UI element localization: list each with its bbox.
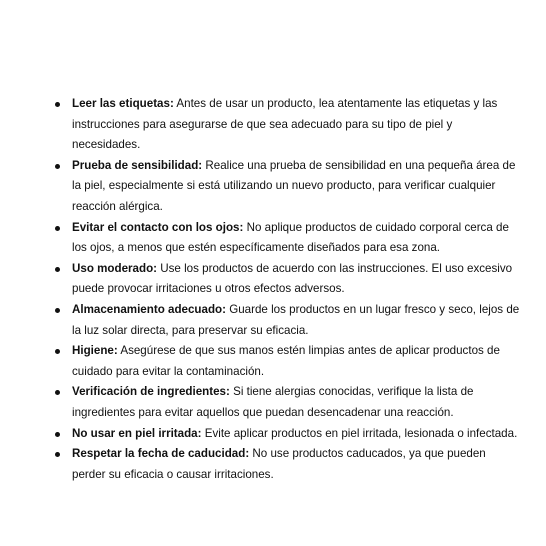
item-text: Evite aplicar productos en piel irritada, lesionada o infectada. xyxy=(201,426,518,440)
list-item xyxy=(52,300,522,341)
list-item xyxy=(52,94,522,156)
item-term: Almacenamiento adecuado: xyxy=(72,302,226,316)
item-term: Verificación de ingredientes: xyxy=(72,385,230,399)
bullet-icon xyxy=(55,164,60,169)
bullet-list xyxy=(52,94,522,485)
item-term: No usar en piel irritada: xyxy=(72,426,202,440)
item-text: Antes de usar un producto, lea atentamente las etiquetas y las instrucciones para asegurarse de que sea adecuado para su tipo de piel y necesidades. xyxy=(72,97,498,152)
list-item xyxy=(52,382,522,423)
item-text: Realice una prueba de sensibilidad en una pequeña área de la piel, especialmente si está utilizando un nuevo producto, para verificar cualquier reacción alérgica. xyxy=(72,158,516,213)
list-item xyxy=(52,259,522,300)
bullet-icon xyxy=(55,226,60,231)
item-term: Respetar la fecha de caducidad: xyxy=(72,447,250,461)
bullet-icon xyxy=(55,308,60,313)
item-term: Evitar el contacto con los ojos: xyxy=(72,220,244,234)
item-text: Guarde los productos en un lugar fresco y seco, lejos de la luz solar directa, para preservar su eficacia. xyxy=(72,302,520,337)
list-item xyxy=(52,156,522,218)
bullet-icon xyxy=(55,452,60,457)
item-text: Asegúrese de que sus manos estén limpias antes de aplicar productos de cuidado para evitar la contaminación. xyxy=(72,344,500,378)
item-text: No aplique productos de cuidado corporal cerca de los ojos, a menos que estén específicamente diseñados para esa zona. xyxy=(72,220,509,255)
list-item xyxy=(52,424,522,445)
item-text: Si tiene alergias conocidas, verifique la lista de ingredientes para evitar aquellos que puedan desencadenar una reacción. xyxy=(72,385,474,419)
item-term: Prueba de sensibilidad: xyxy=(72,158,203,172)
bullet-icon xyxy=(55,432,60,437)
bullet-icon xyxy=(55,349,60,354)
item-term: Uso moderado: xyxy=(72,261,158,275)
list-item xyxy=(52,218,522,259)
list-item xyxy=(52,444,522,485)
item-text: Use los productos de acuerdo con las instrucciones. El uso excesivo puede provocar irritaciones u otros efectos adversos. xyxy=(72,261,513,296)
bullet-icon xyxy=(55,267,60,272)
document-body xyxy=(52,94,522,485)
item-term: Leer las etiquetas: xyxy=(72,97,174,110)
item-term: Higiene: xyxy=(72,344,118,358)
list-item xyxy=(52,341,522,382)
bullet-icon xyxy=(55,390,60,395)
bullet-icon xyxy=(55,102,60,107)
item-text: No use productos caducados, ya que pueden perder su eficacia o causar irritaciones. xyxy=(72,447,486,481)
